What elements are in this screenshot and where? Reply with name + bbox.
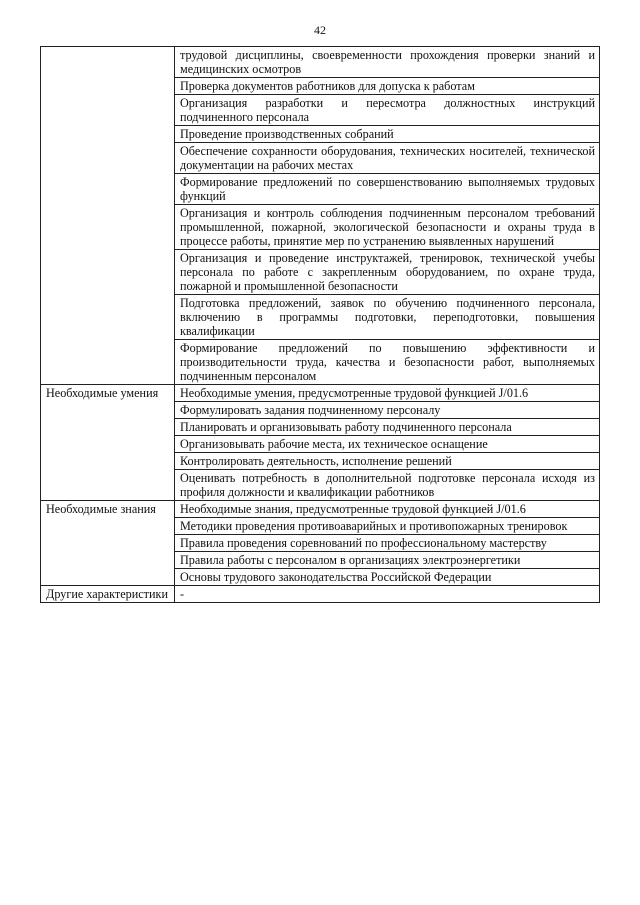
section-item: Организовывать рабочие места, их техническое оснащение xyxy=(175,436,600,453)
section-item: Методики проведения противоаварийных и противопожарных тренировок xyxy=(175,518,600,535)
requirements-table xyxy=(40,46,600,603)
table-row xyxy=(41,47,600,78)
section-label xyxy=(41,47,175,385)
section-item: Формирование предложений по совершенствованию выполняемых трудовых функций xyxy=(175,174,600,205)
section-item: Контролировать деятельность, исполнение решений xyxy=(175,453,600,470)
section-item: Планировать и организовывать работу подчиненного персонала xyxy=(175,419,600,436)
section-item: Организация разработки и пересмотра должностных инструкций подчиненного персонала xyxy=(175,95,600,126)
section-item: Обеспечение сохранности оборудования, технических носителей, технической документации на рабочих местах xyxy=(175,143,600,174)
section-item: Организация и проведение инструктажей, тренировок, технической учебы персонала по работе с закрепленным оборудованием, по охране труда, пожарной и промышленной безопасности xyxy=(175,250,600,295)
section-item: Формулировать задания подчиненному персоналу xyxy=(175,402,600,419)
section-item: Основы трудового законодательства Российской Федерации xyxy=(175,569,600,586)
section-item: Правила работы с персоналом в организациях электроэнергетики xyxy=(175,552,600,569)
section-item: Оценивать потребность в дополнительной подготовке персонала исходя из профиля должности и квалификации работников xyxy=(175,470,600,501)
requirements-table-body xyxy=(41,47,600,603)
page-number: 42 xyxy=(314,23,326,37)
section-item: Формирование предложений по повышению эффективности и производительности труда, качества и безопасности работ, выполняемых подчиненным персоналом xyxy=(175,340,600,385)
section-item: Проведение производственных собраний xyxy=(175,126,600,143)
section-label: Необходимые знания xyxy=(41,501,175,586)
section-item: трудовой дисциплины, своевременности прохождения проверки знаний и медицинских осмотров xyxy=(175,47,600,78)
section-item: - xyxy=(175,586,600,603)
table-row xyxy=(41,385,600,402)
section-item: Проверка документов работников для допуска к работам xyxy=(175,78,600,95)
table-row xyxy=(41,586,600,603)
table-row xyxy=(41,501,600,518)
section-item: Подготовка предложений, заявок по обучению подчиненного персонала, включению в программы подготовки, переподготовки, повышения квалификации xyxy=(175,295,600,340)
section-item: Организация и контроль соблюдения подчиненным персоналом требований промышленной, пожарной, экологической безопасности и охраны труда в процессе работы, принятие мер по устранению выявленных нарушений xyxy=(175,205,600,250)
section-item: Необходимые умения, предусмотренные трудовой функцией J/01.6 xyxy=(175,385,600,402)
section-item: Правила проведения соревнований по профессиональному мастерству xyxy=(175,535,600,552)
section-label: Необходимые умения xyxy=(41,385,175,501)
section-item: Необходимые знания, предусмотренные трудовой функцией J/01.6 xyxy=(175,501,600,518)
section-label: Другие характеристики xyxy=(41,586,175,603)
